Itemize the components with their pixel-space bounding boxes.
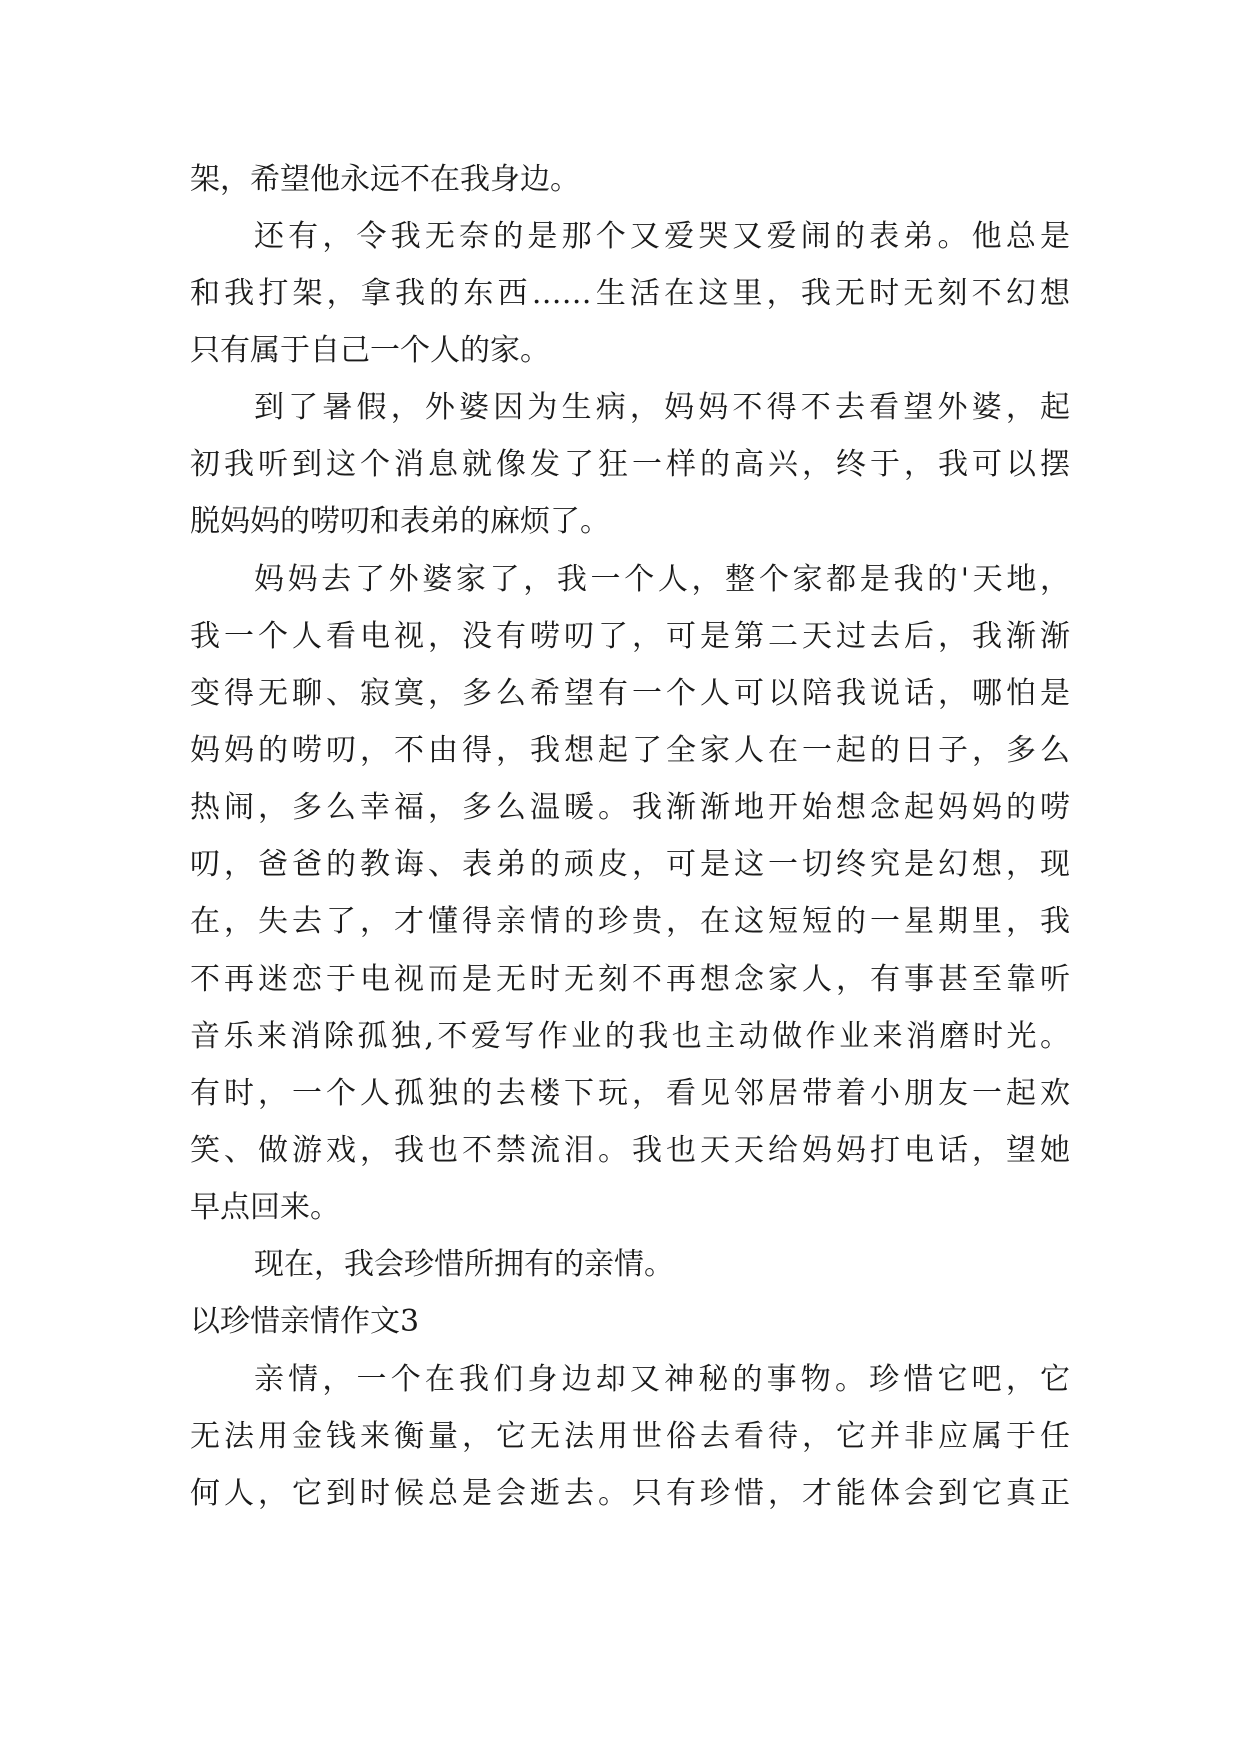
text-line: 笑、做游戏，我也不禁流泪。我也天天给妈妈打电话，望她 <box>190 1133 1070 1168</box>
text-line: 早点回来。 <box>190 1190 340 1225</box>
text-line: 有时，一个人孤独的去楼下玩，看见邻居带着小朋友一起欢 <box>190 1076 1070 1111</box>
text-line: 叨，爸爸的教诲、表弟的顽皮，可是这一切终究是幻想，现 <box>190 847 1070 882</box>
text-line: 只有属于自己一个人的家。 <box>190 333 550 368</box>
section-heading: 以珍惜亲情作文3 <box>190 1304 420 1339</box>
text-line: 在，失去了，才懂得亲情的珍贵，在这短短的一星期里，我 <box>190 904 1070 939</box>
text-line: 何人，它到时候总是会逝去。只有珍惜，才能体会到它真正 <box>190 1476 1070 1511</box>
text-line: 亲情，一个在我们身边却又神秘的事物。珍惜它吧，它 <box>254 1362 1070 1397</box>
text-line: 初我听到这个消息就像发了狂一样的高兴，终于，我可以摆 <box>190 447 1070 482</box>
text-line: 无法用金钱来衡量，它无法用世俗去看待，它并非应属于任 <box>190 1419 1070 1454</box>
text-line: 妈妈的唠叨，不由得，我想起了全家人在一起的日子，多么 <box>190 733 1070 768</box>
text-line: 变得无聊、寂寞，多么希望有一个人可以陪我说话，哪怕是 <box>190 676 1070 711</box>
text-line: 热闹，多么幸福，多么温暖。我渐渐地开始想念起妈妈的唠 <box>190 790 1070 825</box>
text-line: 和我打架，拿我的东西……生活在这里，我无时无刻不幻想 <box>190 276 1070 311</box>
text-line: 音乐来消除孤独,不爱写作业的我也主动做作业来消磨时光。 <box>190 1019 1070 1054</box>
text-line: 妈妈去了外婆家了，我一个人，整个家都是我的'天地， <box>254 562 1070 597</box>
text-line: 我一个人看电视，没有唠叨了，可是第二天过去后，我渐渐 <box>190 619 1070 654</box>
text-line: 现在，我会珍惜所拥有的亲情。 <box>254 1247 674 1282</box>
text-line: 到了暑假，外婆因为生病，妈妈不得不去看望外婆，起 <box>254 390 1070 425</box>
text-line: 还有，令我无奈的是那个又爱哭又爱闹的表弟。他总是 <box>254 219 1070 254</box>
text-line: 不再迷恋于电视而是无时无刻不再想念家人，有事甚至靠听 <box>190 962 1070 997</box>
text-line: 脱妈妈的唠叨和表弟的麻烦了。 <box>190 504 610 539</box>
text-line: 架，希望他永远不在我身边。 <box>190 162 580 197</box>
